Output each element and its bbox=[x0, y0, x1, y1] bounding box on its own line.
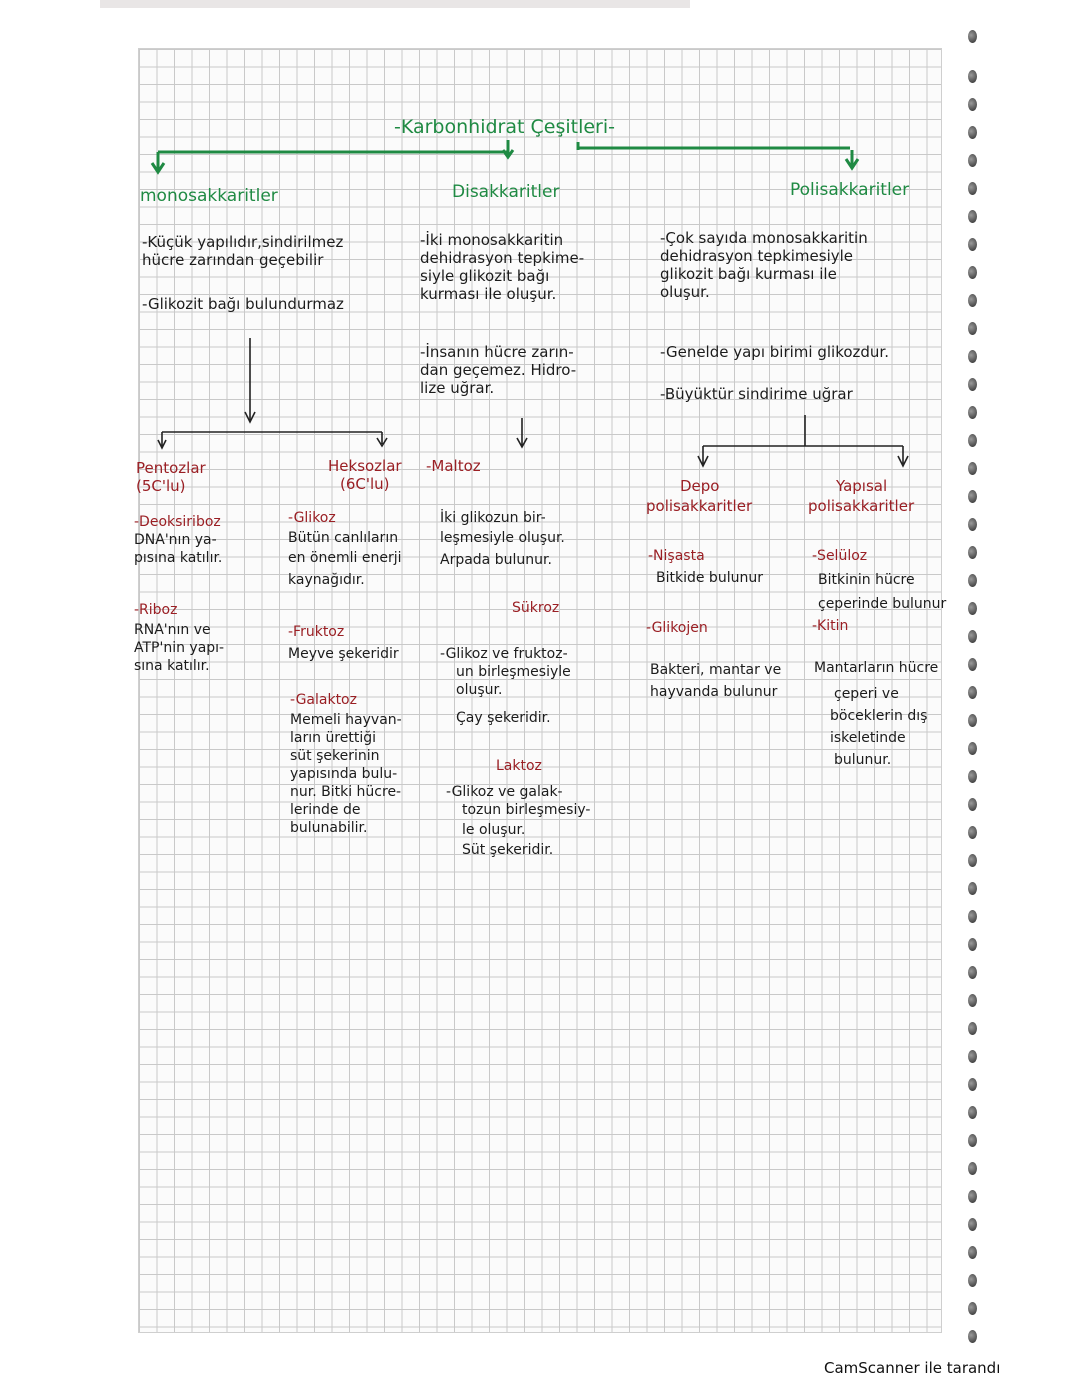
spiral-ring bbox=[968, 742, 977, 755]
spiral-ring bbox=[968, 406, 977, 419]
spiral-ring bbox=[968, 378, 977, 391]
spiral-ring bbox=[968, 70, 977, 83]
scan-edge-strip bbox=[100, 0, 690, 8]
spiral-ring bbox=[968, 182, 977, 195]
spiral-ring bbox=[968, 1078, 977, 1091]
spiral-ring bbox=[968, 266, 977, 279]
spiral-ring bbox=[968, 210, 977, 223]
spiral-ring bbox=[968, 1022, 977, 1035]
spiral-ring bbox=[968, 966, 977, 979]
spiral-ring bbox=[968, 630, 977, 643]
spiral-ring bbox=[968, 154, 977, 167]
spiral-ring bbox=[968, 1274, 977, 1287]
spiral-ring bbox=[968, 1218, 977, 1231]
yapisal-heading: Yapısal bbox=[836, 477, 888, 495]
spiral-ring bbox=[968, 1246, 977, 1259]
spiral-ring bbox=[968, 882, 977, 895]
spiral-ring bbox=[968, 294, 977, 307]
spiral-ring bbox=[968, 1190, 977, 1203]
spiral-ring bbox=[968, 910, 977, 923]
spiral-ring bbox=[968, 770, 977, 783]
spiral-ring bbox=[968, 574, 977, 587]
spiral-ring bbox=[968, 238, 977, 251]
spiral-ring bbox=[968, 1106, 977, 1119]
spiral-ring bbox=[968, 322, 977, 335]
spiral-ring bbox=[968, 854, 977, 867]
heading-monosakkaritler: monosakkaritler bbox=[140, 186, 278, 206]
page-title: -Karbonhidrat Çeşitleri- bbox=[394, 116, 615, 138]
spiral-ring bbox=[968, 686, 977, 699]
spiral-ring bbox=[968, 658, 977, 671]
spiral-ring bbox=[968, 1330, 977, 1343]
spiral-ring bbox=[968, 1302, 977, 1315]
spiral-ring bbox=[968, 1134, 977, 1147]
spiral-ring bbox=[968, 518, 977, 531]
spiral-ring bbox=[968, 994, 977, 1007]
spiral-ring bbox=[968, 98, 977, 111]
heading-polisakkaritler: Polisakkaritler bbox=[790, 180, 910, 200]
spiral-ring bbox=[968, 602, 977, 615]
heading-disakkaritler: Disakkaritler bbox=[452, 182, 560, 202]
spiral-ring bbox=[968, 1050, 977, 1063]
spiral-ring bbox=[968, 826, 977, 839]
spiral-ring bbox=[968, 434, 977, 447]
camscanner-watermark: CamScanner ile tarandı bbox=[824, 1359, 1001, 1377]
heksozlar-heading: Heksozlar bbox=[328, 457, 402, 475]
spiral-ring bbox=[968, 490, 977, 503]
spiral-ring bbox=[968, 30, 977, 43]
spiral-ring bbox=[968, 462, 977, 475]
spiral-ring bbox=[968, 714, 977, 727]
pentozlar-heading: Pentozlar bbox=[136, 459, 206, 477]
spiral-ring bbox=[968, 350, 977, 363]
spiral-ring bbox=[968, 1162, 977, 1175]
spiral-ring bbox=[968, 798, 977, 811]
spiral-ring bbox=[968, 938, 977, 951]
depo-heading: Depo bbox=[680, 477, 720, 495]
spiral-ring bbox=[968, 546, 977, 559]
spiral-ring bbox=[968, 126, 977, 139]
